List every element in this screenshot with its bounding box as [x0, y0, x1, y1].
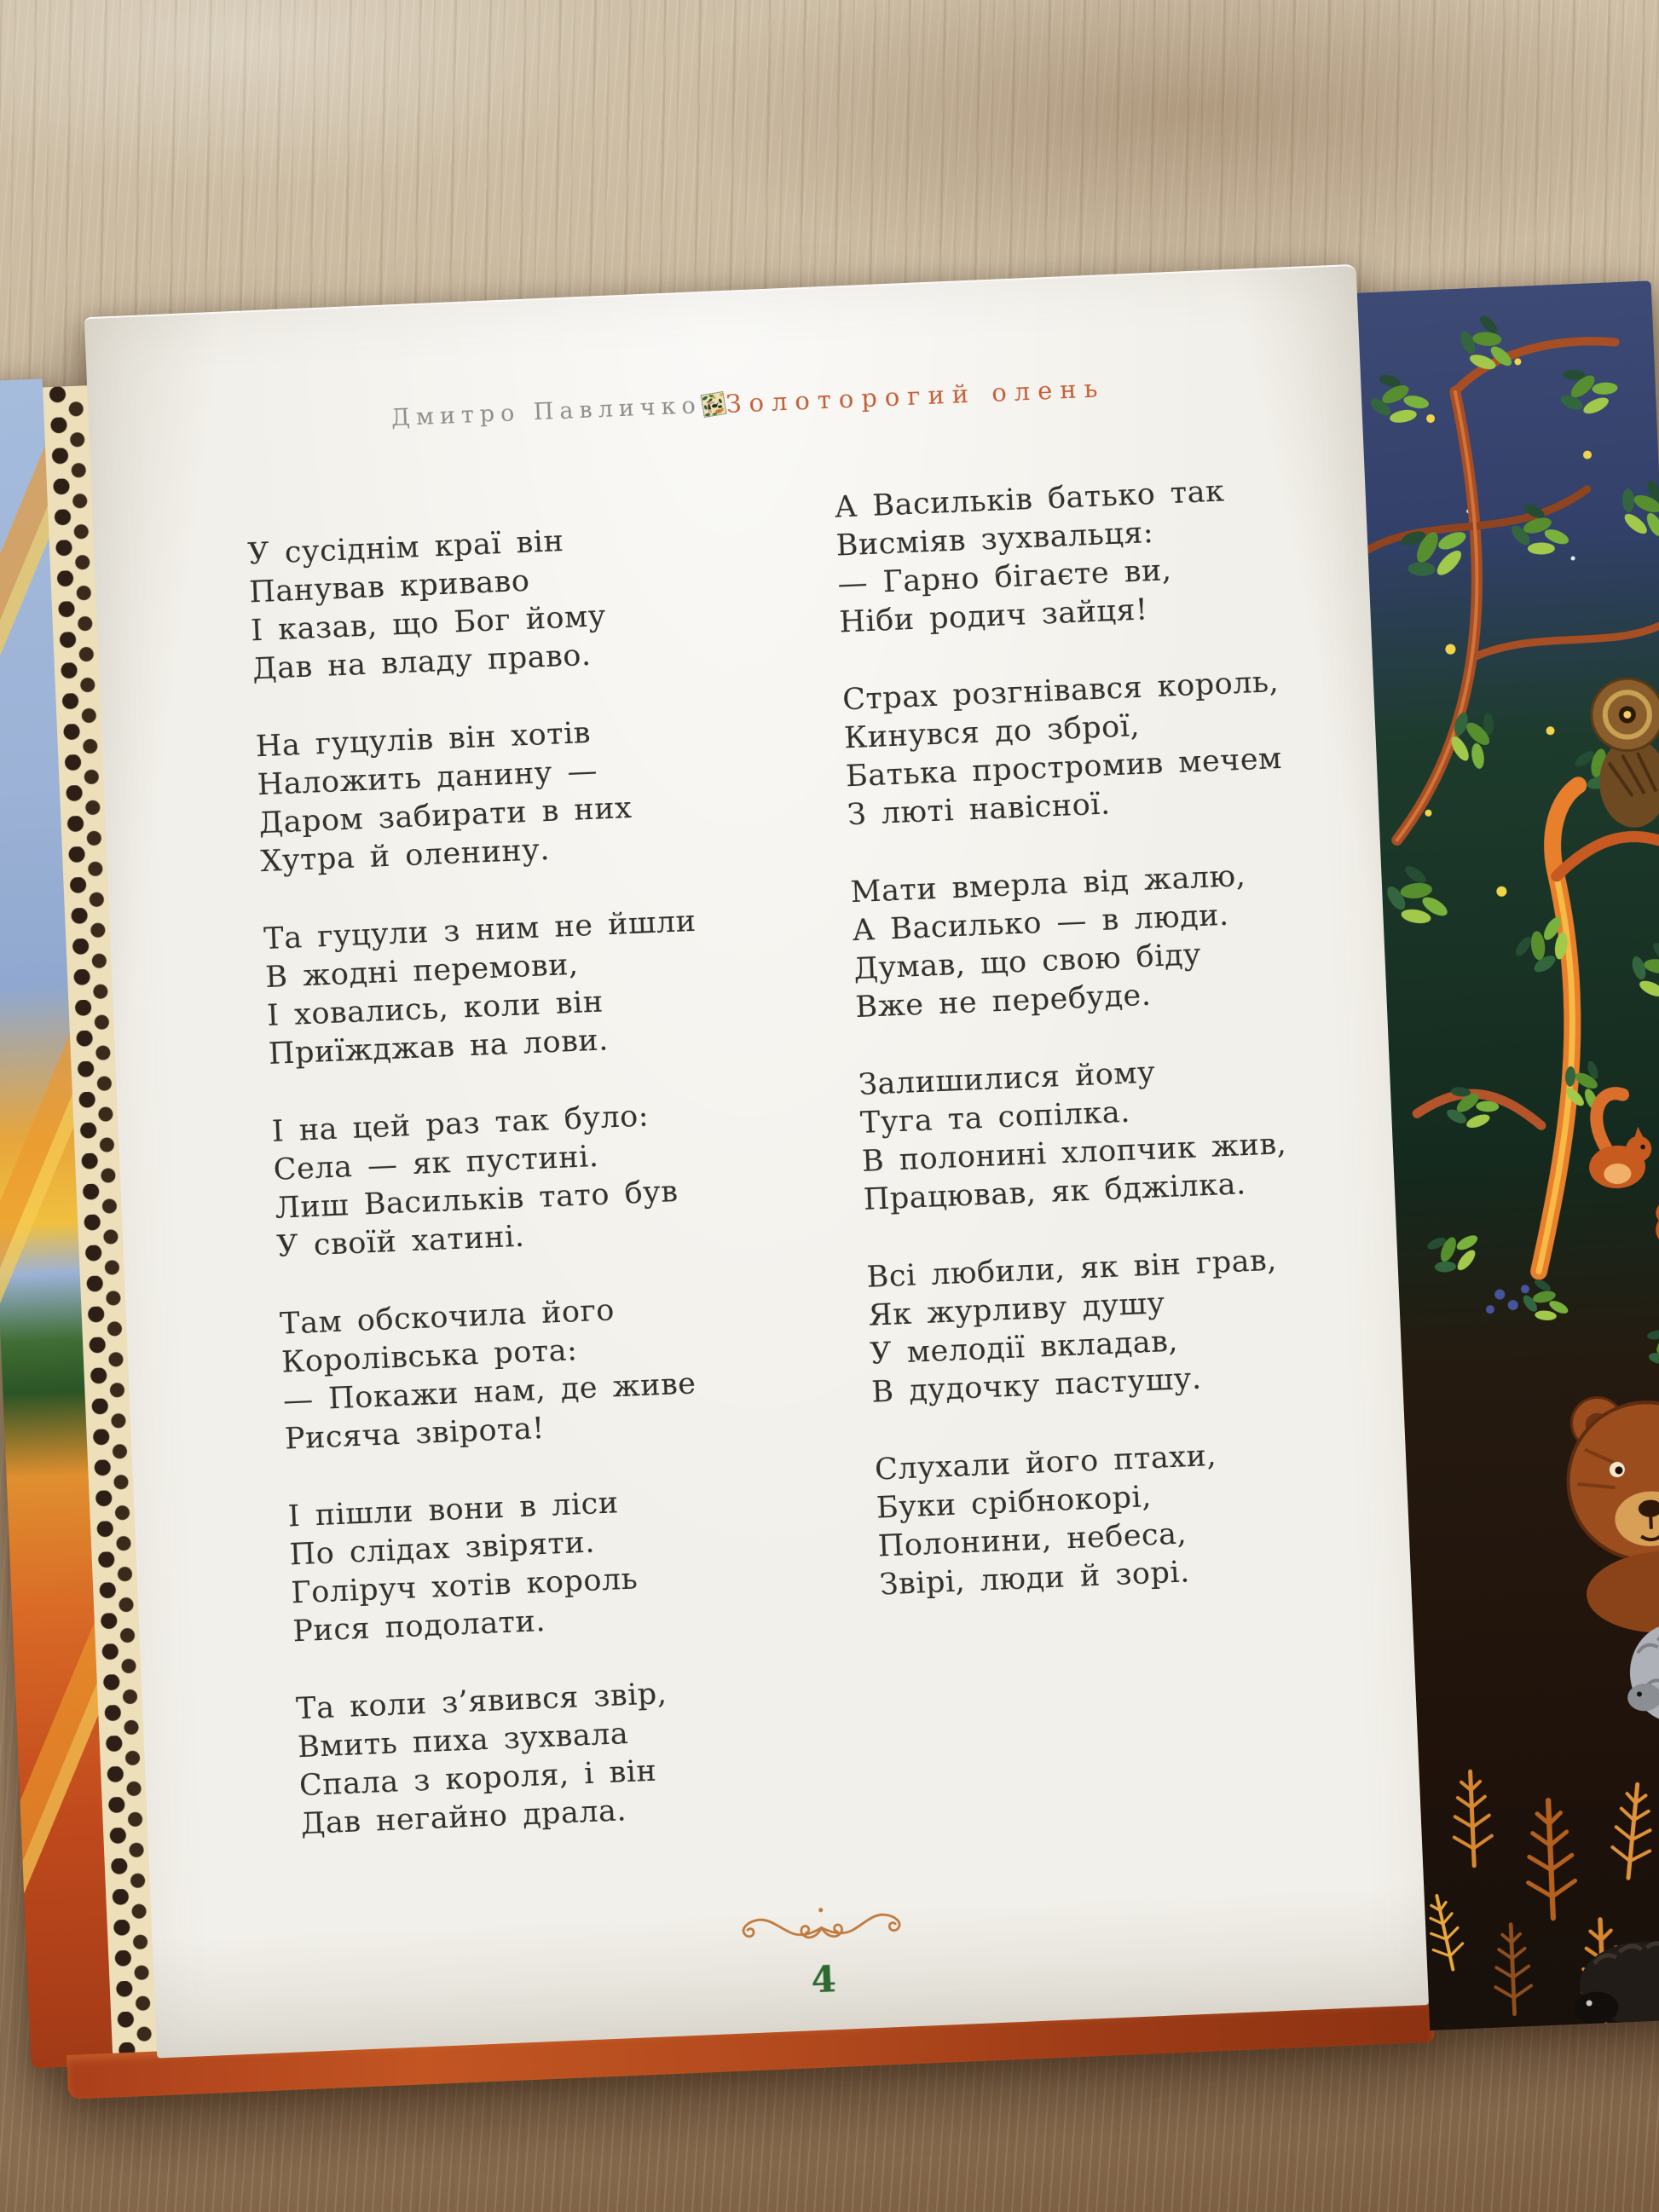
poem-stanza: І на цей раз так було: Села — як пустині. Лиш Васильків тато був У своїй хатині.: [271, 1099, 679, 1264]
scroll-flourish-icon: [731, 1897, 910, 1955]
poem-stanza: Та гуцули з ним не йшли В жодні перемови, І ховались, коли він Приїжджав на лови.: [263, 904, 697, 1071]
author-name: Дмитро Павличко: [390, 391, 702, 431]
poem-text: [94, 474, 1422, 1890]
poem-title: Золоторогий олень: [725, 373, 1106, 419]
poem-stanza: На гуцулів він хотів Наложить данину — Даром забирати в них Хутра й оленину.: [255, 715, 633, 880]
poem-column-right: [834, 471, 1334, 1858]
poem-stanza: Мати вмерла від жалю, А Василько — в люди. Думав, що свою біду Вже не перебуде.: [849, 858, 1246, 1025]
poem-column-left: [247, 517, 764, 1883]
page-header: [84, 266, 1363, 494]
poem-stanza: Страх розгнівався король, Кинувся до зброї, Батька простромив мечем З люті навісної.: [841, 665, 1283, 833]
open-book: [0, 251, 1659, 2112]
poem-stanza: А Васильків батько так Висміяв зухвальця: — Гарно бігаєте ви, Ніби родич зайця!: [834, 474, 1226, 640]
page-footer: [305, 1879, 1340, 2022]
poem-stanza: Слухали його птахи, Буки срібнокорі, Полонини, небеса, Звірі, люди й зорі.: [874, 1438, 1217, 1603]
page-number: 4: [810, 1958, 837, 2001]
book-page: [84, 264, 1429, 2059]
poem-stanza: Залишилися йому Туга та сопілка. В полонині хлопчик жив, Працював, як бджілка.: [858, 1055, 1287, 1217]
poem-stanza: І пішли вони в ліси По слідах звіряти. Голіруч хотів король Рися подолати.: [287, 1486, 639, 1649]
poem-stanza: Всі любили, як він грав, Як журливу душу У мелодії вкладав, В дудочку пастушу.: [865, 1243, 1278, 1410]
poem-stanza: Там обскочила його Королівська рота: — Покажи нам, де живе Рисяча звірота!: [279, 1293, 697, 1457]
poem-stanza: У сусіднім краї він Панував криваво І казав, що Бог йому Дав на владу право.: [246, 523, 607, 687]
poem-stanza: Та коли з’явився звір, Вмить пиха зухвала Спала з короля, і він Дав негайно драла.: [295, 1677, 668, 1842]
